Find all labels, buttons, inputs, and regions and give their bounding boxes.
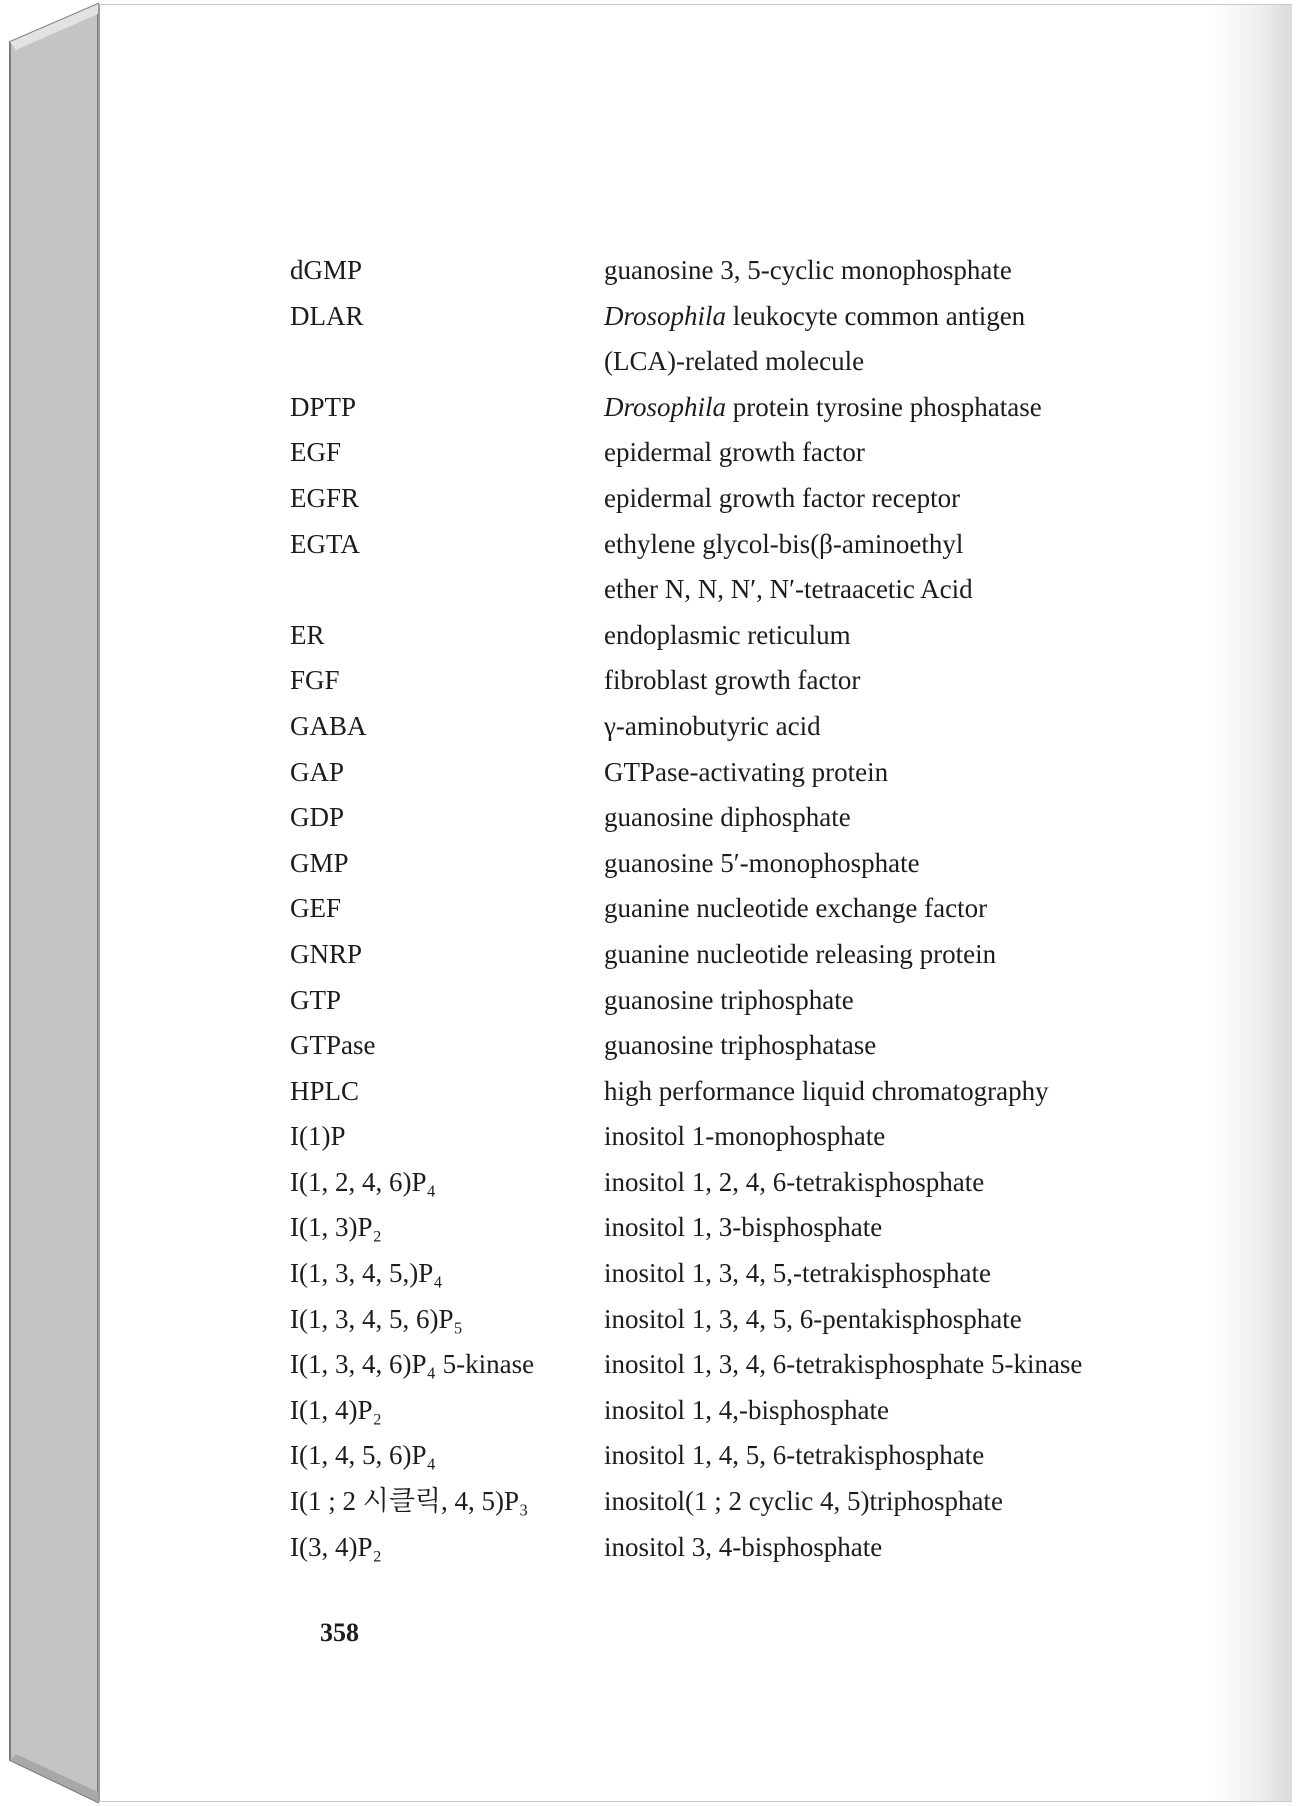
abbreviation: I(1)P	[290, 1121, 346, 1152]
list-item	[290, 658, 1210, 704]
list-item	[290, 567, 1210, 613]
italic-term: Drosophila	[604, 391, 727, 422]
list-item	[290, 1205, 1210, 1251]
abbreviation: GNRP	[290, 938, 363, 969]
page-number: 358	[320, 1618, 359, 1647]
list-item	[290, 841, 1210, 887]
list-item	[290, 339, 1210, 385]
abbreviation: I(1, 4)P₂	[290, 1394, 382, 1425]
list-item	[290, 932, 1210, 978]
list-item	[290, 1479, 1210, 1525]
definition-rest: protein tyrosine phosphatase	[726, 391, 1042, 422]
abbreviation: DPTP	[290, 391, 357, 422]
list-item	[290, 750, 1210, 796]
list-item	[290, 1160, 1210, 1206]
definition: guanine nucleotide exchange factor	[604, 893, 988, 924]
abbreviation: I(3, 4)P₂	[290, 1531, 382, 1562]
definition: endoplasmic reticulum	[604, 619, 851, 650]
abbreviation: I(1, 3, 4, 5,)P₄	[290, 1258, 443, 1289]
abbreviation: ER	[290, 619, 325, 650]
list-item	[290, 1297, 1210, 1343]
definition: inositol 1, 4, 5, 6-tetrakisphosphate	[604, 1440, 985, 1471]
list-item	[290, 248, 1210, 294]
list-item	[290, 1069, 1210, 1115]
abbreviation: GDP	[290, 802, 345, 833]
abbreviation: I(1, 3, 4, 5, 6)P₅	[290, 1303, 463, 1334]
definition: epidermal growth factor receptor	[604, 482, 961, 513]
list-item	[290, 385, 1210, 431]
definition: inositol 1, 3, 4, 5,-tetrakisphosphate	[604, 1258, 991, 1289]
definition: ether N, N, N′, N′-tetraacetic Acid	[604, 574, 973, 605]
definition: guanosine triphosphatase	[604, 1030, 877, 1061]
definition: inositol 1, 3, 4, 6-tetrakisphosphate 5-kinase	[604, 1349, 1083, 1380]
list-item	[290, 294, 1210, 340]
definition: ethylene glycol-bis(β-aminoethyl	[604, 528, 964, 559]
list-item	[290, 704, 1210, 750]
list-item	[290, 1023, 1210, 1069]
abbreviation: EGFR	[290, 482, 360, 513]
definition: GTPase-activating protein	[604, 756, 889, 787]
definition: guanine nucleotide releasing protein	[604, 938, 997, 969]
list-item	[290, 476, 1210, 522]
abbreviation: GEF	[290, 893, 342, 924]
italic-term: Drosophila	[604, 300, 727, 331]
definition: epidermal growth factor	[604, 437, 865, 468]
abbreviation: GABA	[290, 710, 367, 741]
abbreviation: DLAR	[290, 300, 364, 331]
definition: guanosine triphosphate	[604, 984, 854, 1015]
definition: inositol 1, 3, 4, 5, 6-pentakisphosphate	[604, 1303, 1022, 1334]
list-item	[290, 522, 1210, 568]
definition-rest: leukocyte common antigen	[726, 300, 1026, 331]
definition: guanosine 5′-monophosphate	[604, 847, 920, 878]
definition: inositol 3, 4-bisphosphate	[604, 1531, 883, 1562]
abbreviation: GTP	[290, 984, 342, 1015]
definition: inositol 1, 2, 4, 6-tetrakisphosphate	[604, 1166, 985, 1197]
list-item	[290, 1388, 1210, 1434]
list-item	[290, 430, 1210, 476]
abbreviation: EGF	[290, 437, 342, 468]
book-spine-edge	[0, 0, 110, 1806]
definition	[604, 294, 1210, 340]
definition: guanosine diphosphate	[604, 802, 851, 833]
abbreviation: GTPase	[290, 1030, 376, 1061]
list-item	[290, 886, 1210, 932]
abbreviation: GMP	[290, 847, 349, 878]
list-item	[290, 1525, 1210, 1571]
list-item	[290, 978, 1210, 1024]
definition: fibroblast growth factor	[604, 665, 861, 696]
abbreviation: GAP	[290, 756, 345, 787]
abbreviation: HPLC	[290, 1075, 360, 1106]
abbreviation: dGMP	[290, 255, 363, 285]
definition: (LCA)-related molecule	[604, 346, 865, 377]
definition: guanosine 3, 5-cyclic monophosphate	[604, 255, 1012, 285]
abbreviation: I(1, 2, 4, 6)P₄	[290, 1166, 436, 1197]
definition: inositol 1-monophosphate	[604, 1121, 886, 1152]
definition: high performance liquid chromatography	[604, 1075, 1049, 1106]
definition: inositol(1 ; 2 cyclic 4, 5)triphosphate	[604, 1486, 1003, 1517]
abbreviation: EGTA	[290, 528, 360, 559]
definition	[604, 385, 1210, 431]
list-item	[290, 1342, 1210, 1388]
abbreviation: I(1 ; 2 시클릭, 4, 5)P₃	[290, 1486, 529, 1517]
abbreviation: I(1, 3)P₂	[290, 1212, 382, 1243]
list-item	[290, 1114, 1210, 1160]
definition: inositol 1, 3-bisphosphate	[604, 1212, 883, 1243]
list-item	[290, 613, 1210, 659]
definition: inositol 1, 4,-bisphosphate	[604, 1394, 889, 1425]
abbreviation: I(1, 4, 5, 6)P₄	[290, 1440, 436, 1471]
list-item	[290, 795, 1210, 841]
list-item	[290, 1433, 1210, 1479]
definition: γ-aminobutyric acid	[604, 710, 821, 741]
abbreviation-list	[290, 248, 1210, 1570]
abbreviation: I(1, 3, 4, 6)P₄ 5-kinase	[290, 1349, 535, 1380]
abbreviation: FGF	[290, 665, 340, 696]
list-item	[290, 1251, 1210, 1297]
